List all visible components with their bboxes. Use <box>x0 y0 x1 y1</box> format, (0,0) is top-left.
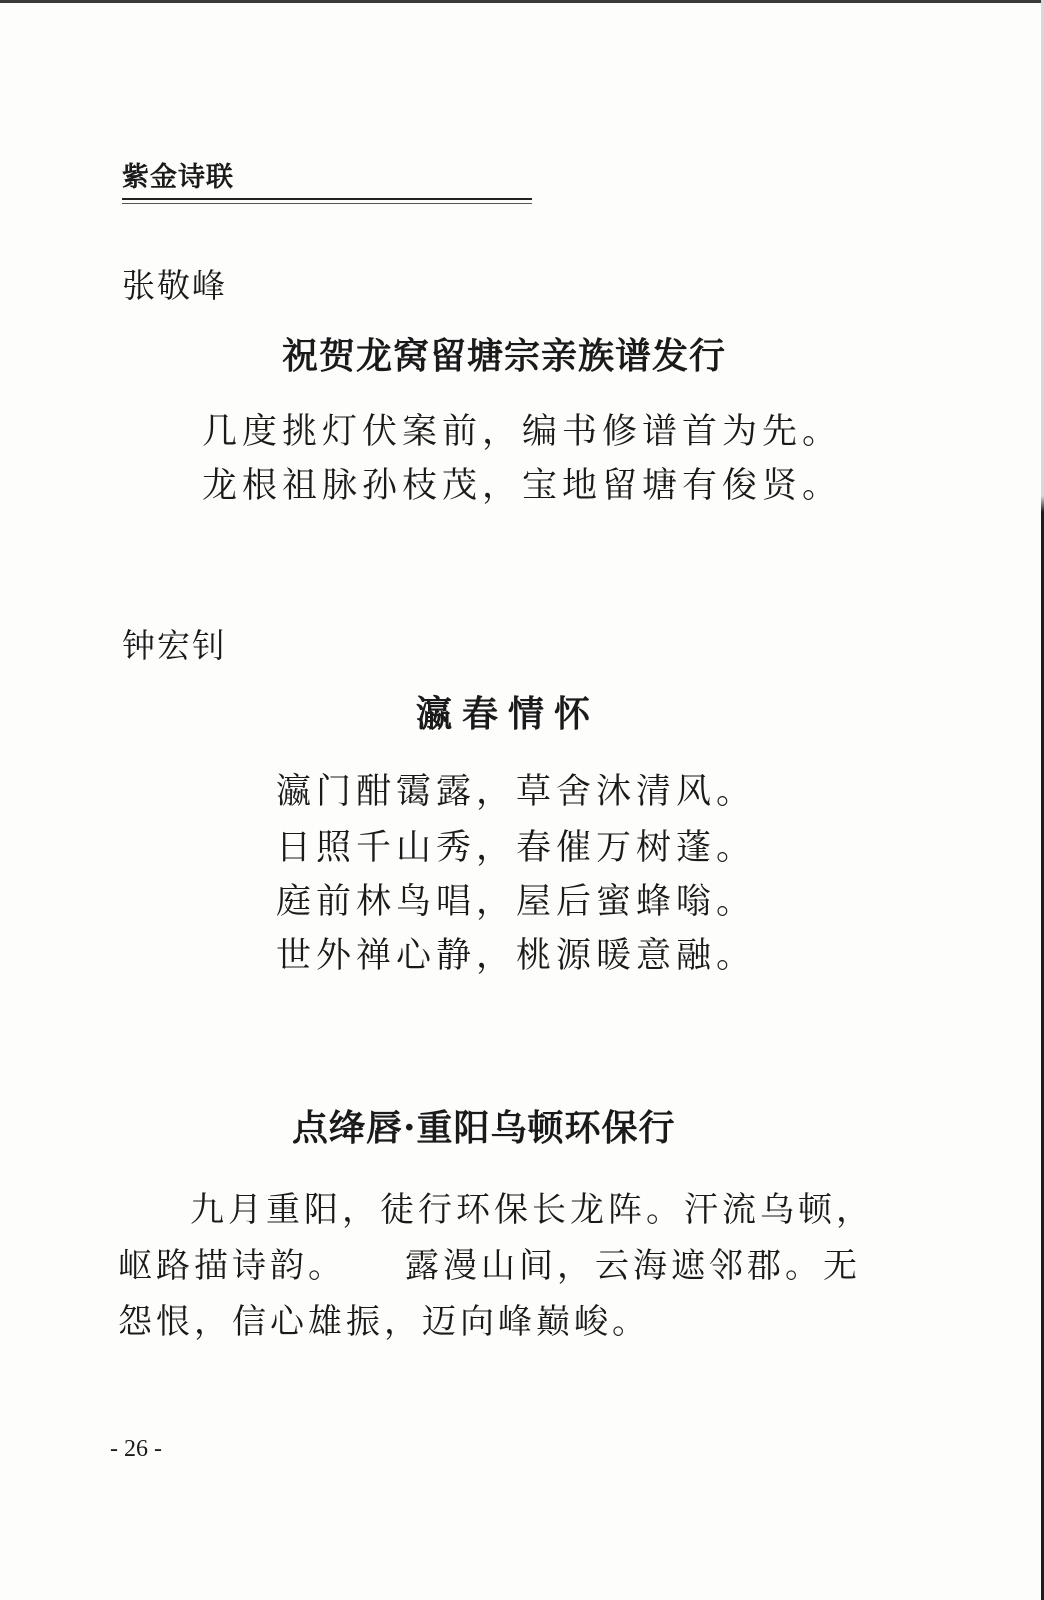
header-title: 紫金诗联 <box>122 162 234 193</box>
poem-1-line-1: 几度挑灯伏案前，编书修谱首为先。 <box>202 412 843 452</box>
poem-3-body <box>118 1182 918 1350</box>
poem-3-line-2: 岖路描诗韵。 露漫山间，云海遮邻郡。无 <box>118 1246 861 1286</box>
poem-2-line-2: 日照千山秀，春催万树蓬。 <box>276 828 757 868</box>
poem-2-title: 瀛春情怀 <box>416 693 601 735</box>
poem-2-line-1: 瀛门酣霭露，草舍沐清风。 <box>276 772 757 812</box>
poem-3-line-3: 怨恨，信心雄振，迈向峰巅峻。 <box>118 1302 650 1342</box>
poem-2-line-3: 庭前林鸟唱，屋后蜜蜂嗡。 <box>276 882 757 922</box>
page-top-edge <box>0 0 1044 3</box>
running-header <box>122 160 532 204</box>
poem-3-title: 点绛唇·重阳乌顿环保行 <box>292 1107 676 1149</box>
poem-2-line-4: 世外禅心静，桃源暖意融。 <box>276 936 757 976</box>
poem-1-title: 祝贺龙窝留塘宗亲族谱发行 <box>282 335 727 377</box>
poem-2-author: 钟宏钊 <box>122 626 227 665</box>
poem-3-line-1: 九月重阳，徒行环保长龙阵。汗流乌顿， <box>190 1190 874 1230</box>
header-rule <box>122 198 532 204</box>
page-number: - 26 - <box>110 1436 162 1462</box>
poem-1-line-2: 龙根祖脉孙枝茂，宝地留塘有俊贤。 <box>202 466 843 506</box>
poem-1-author: 张敬峰 <box>122 266 227 305</box>
